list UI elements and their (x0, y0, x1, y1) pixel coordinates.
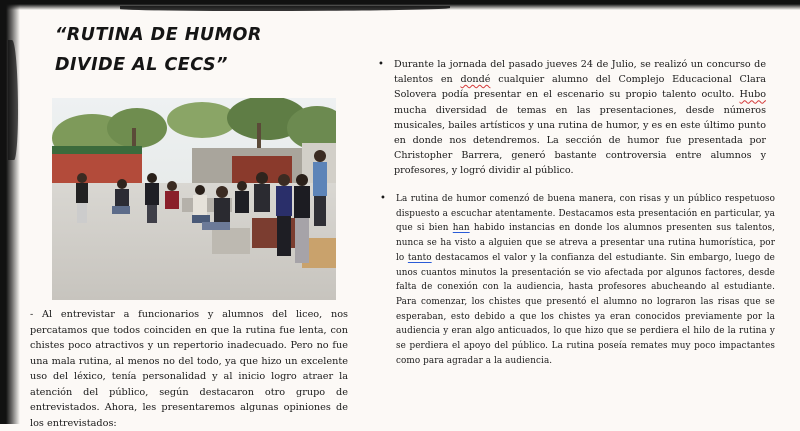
bullet-review (378, 192, 775, 368)
title-line-1: “RUTINA DE HUMOR (55, 25, 262, 45)
bullet-list-intro (376, 57, 766, 179)
bullet-review-text-3: destacamos el valor y la confianza del estudiante. Sin embargo, luego de unos cuantos minutos la presentación se vio afectada por algunos factores, desde falta de conexión con la audiencia, hasta profesores abucheando al estudiante. Para comenzar, los chistes que presentó el alumno no lograron las risas que se esperaban, esto debido a que los chistes ya eran conocidos previamente por la audiencia y eran algo anticuados, lo que hizo que se perdiera el hilo de la rutina y se perdiera el apoyo del público. La rutina poseía remates muy poco impactantes como para agradar a la audiencia. (396, 252, 775, 366)
interview-paragraph: - Al entrevistar a funcionarios y alumnos del liceo, nos percatamos que todos coinciden en que la rutina fue lenta, con chistes poco atractivos y un repertorio inadecuado. Pero no fue una mala rutina, al menos no del todo, ya que hizo un excelente uso del léxico, tenía personalidad y al inicio logro atraer la atención del público, según destacaron otro grupo de entrevistados. Ahora, les presentaremos algunas opiniones de los entrevistados: (30, 309, 348, 429)
bullet-intro-text-3: mucha diversidad de temas en las presentaciones, desde números musicales, bailes artísticos y una rutina de humor, y es en este último punto en donde nos detendremos. La sección de humor fue presentada por Christopher Barrera, generó bastante controversia entre alumnos y profesores, y logró dividir al público. (394, 104, 766, 177)
misspelled-word-donde: dondé (460, 74, 491, 86)
bullet-intro-text-1: Durante la jornada del pasado jueves 24 de Julio, se realizó un concurso de talentos en (394, 59, 766, 86)
bullet-review-text-2: habido instancias en donde los alumnos presenten sus talentos, nunca se ha visto a alguien que se atreva a presentar una rutina humorística, por lo (396, 223, 775, 263)
bullet-list-review (378, 192, 775, 368)
page-title (55, 20, 315, 80)
brush-stroke-top (0, 0, 800, 10)
title-line-2: DIVIDE AL CECS” (55, 55, 228, 75)
bullet-intro-text-2: cualquier alumno del Complejo Educacional Clara Solovera podía presentar en el escenario su propio talento oculto. (394, 74, 766, 101)
bullet-review-text-1: La rutina de humor comenzó de buena manera, con risas y un público respetuoso dispuesto a escuchar atentamente. Destacamos esta presentación en particular, ya que si bien (396, 194, 775, 234)
misspelled-word-hubo: Hubo (739, 89, 766, 101)
grammar-flag-han: han (452, 223, 470, 234)
bullet-intro (376, 57, 766, 179)
photo-illustration (52, 98, 336, 300)
grammar-flag-tanto: tanto (407, 252, 432, 263)
brush-stroke-left (0, 0, 20, 424)
event-photo (52, 98, 336, 300)
